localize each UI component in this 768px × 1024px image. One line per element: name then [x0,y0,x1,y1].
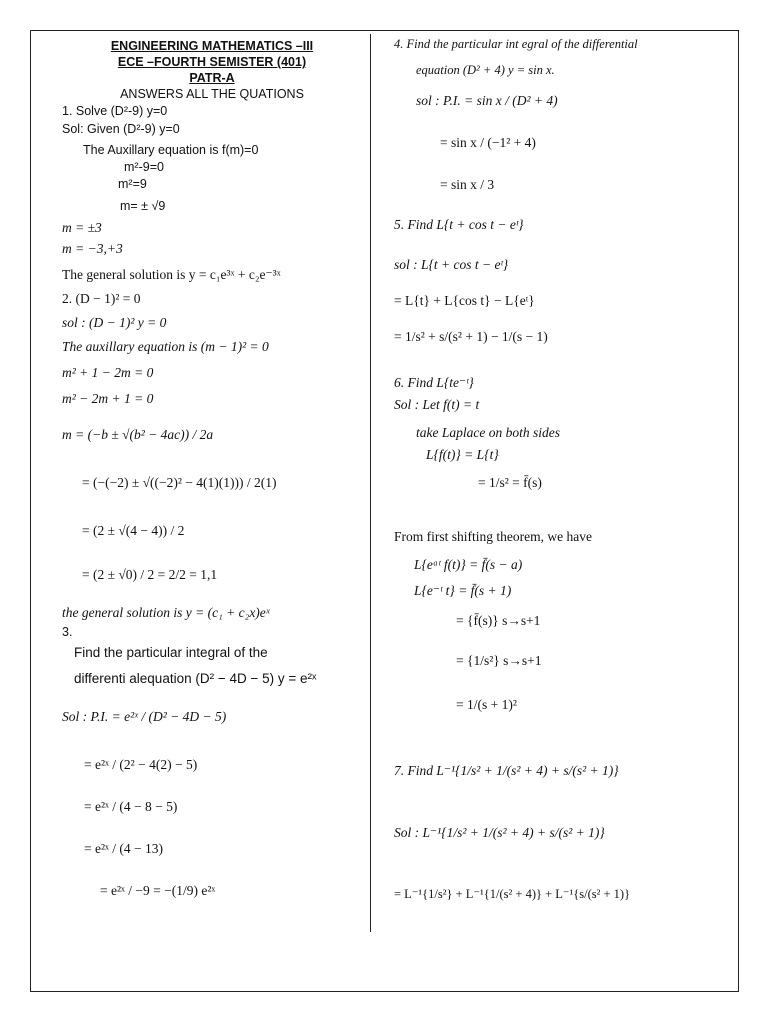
q2-line: m² + 1 − 2m = 0 [62,365,154,380]
q6-line: take Laplace on both sides [416,425,560,440]
q2-line: = (−(−2) ± √((−2)² − 4(1)(1))) / 2(1) [82,475,277,490]
q6-line: L{f(t)} = L{t} [426,447,499,462]
q3-line: = e²ˣ / (4 − 13) [84,841,164,856]
q3-number: 3. [62,625,73,639]
q6-solution: = 1/(s + 1)² [456,697,517,712]
q1-line: m = −3,+3 [62,241,123,256]
q6-line: 6. Find L{te⁻ᵗ} [394,375,474,390]
q5-line: = L{t} + L{cos t} − L{eᵗ} [394,293,535,308]
q5-line: sol : L{t + cos t − eᵗ} [394,257,509,272]
exam-subtitle: ECE –FOURTH SEMISTER (401) [117,55,307,69]
q6-line: L{eᵃᵗ f(t)} = f̄(s − a) [414,557,523,572]
q5-line: 5. Find L{t + cos t − eᵗ} [394,217,524,232]
q1-line: m = ±3 [62,220,102,235]
q4-line: sol : P.I. = sin x / (D² + 4) [416,93,558,108]
q2-line: m = (−b ± √(b² − 4ac)) / 2a [62,427,214,442]
q4-line: equation (D² + 4) y = sin x. [416,63,555,77]
q2-line: = (2 ± √(4 − 4)) / 2 [82,523,185,538]
q4-line: = sin x / (−1² + 4) [440,135,536,150]
q2-solution: the general solution is y = (c₁ + c₂x)eˣ [62,605,270,620]
q1-line: m= ± √9 [120,199,166,213]
q5-solution: = 1/s² + s/(s² + 1) − 1/(s − 1) [394,329,548,344]
q3-line: Sol : P.I. = e²ˣ / (D² − 4D − 5) [62,709,227,724]
q7-solution: = L⁻¹{1/s²} + L⁻¹{1/(s² + 4)} + L⁻¹{s/(s² + 1)} [394,887,631,901]
q2-line: m² − 2m + 1 = 0 [62,391,154,406]
q1-line: Sol: Given (D²-9) y=0 [62,122,180,136]
q7-line: 7. Find L⁻¹{1/s² + 1/(s² + 4) + s/(s² + 1)} [394,763,619,778]
part-label: PATR-A [189,71,235,85]
q1-line: The Auxillary equation is f(m)=0 [83,143,259,157]
q4-line: 4. Find the particular int egral of the differential [394,37,638,51]
q3-line: = e²ˣ / (2² − 4(2) − 5) [84,757,198,772]
q2-line: = (2 ± √0) / 2 = 2/2 = 1,1 [82,567,218,582]
column-divider [370,34,371,932]
q7-line: Sol : L⁻¹{1/s² + 1/(s² + 4) + s/(s² + 1)} [394,825,605,840]
exam-title: ENGINEERING MATHEMATICS –III [110,39,314,53]
q1-line: m²=9 [118,177,147,191]
q3-line: differenti alequation (D² − 4D − 5) y = e²ˣ [74,671,317,686]
instruction: ANSWERS ALL THE QUATIONS [120,87,304,101]
q6-line: L{e⁻ᵗ t} = f̄(s + 1) [414,583,512,598]
q2-line: The auxillary equation is (m − 1)² = 0 [62,339,269,354]
q6-line: Sol : Let f(t) = t [394,397,480,412]
q4-solution: = sin x / 3 [440,177,495,192]
q2-line: sol : (D − 1)² y = 0 [62,315,167,330]
q3-line: Find the particular integral of the [74,645,268,660]
q6-line: = {f̄(s)} s→s+1 [456,613,541,628]
q1-line: 1. Solve (D²-9) y=0 [62,104,168,118]
q1-line: m²-9=0 [124,160,164,174]
q3-solution: = e²ˣ / −9 = −(1/9) e²ˣ [100,883,216,898]
q6-line: = 1/s² = f̄(s) [478,475,542,490]
q3-line: = e²ˣ / (4 − 8 − 5) [84,799,178,814]
q2-line: 2. (D − 1)² = 0 [62,291,141,306]
q1-solution: The general solution is y = c₁e³ˣ + c₂e⁻³ˣ [62,267,281,282]
q6-line: = {1/s²} s→s+1 [456,653,542,668]
q6-line: From first shifting theorem, we have [394,529,592,544]
